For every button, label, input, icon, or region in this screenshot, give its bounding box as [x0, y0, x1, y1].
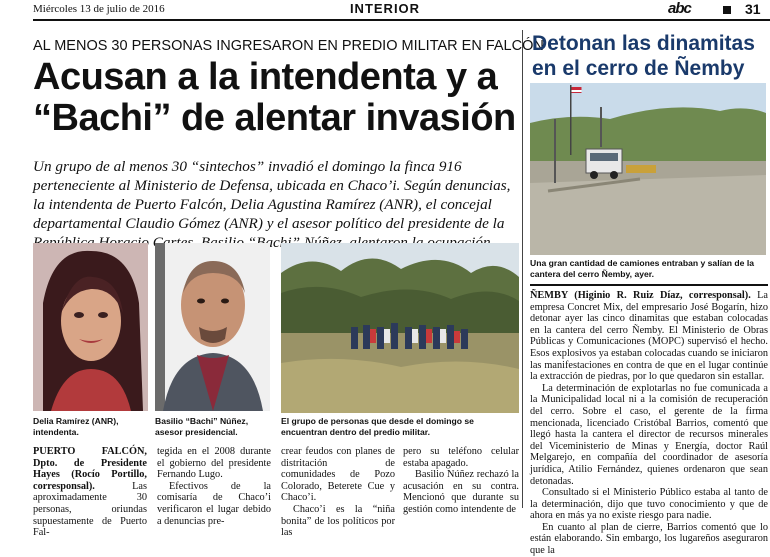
main-headline-line1: Acusan a la intendenta y a	[33, 56, 498, 98]
main-body-column-3	[281, 446, 395, 539]
side-p4: En cuanto al plan de cierre, Barrios comentó que lo están elaborando. Sin embargo, los lugareños aseguraron que la	[530, 521, 768, 557]
main-col3-p2: Chaco’i es la “niña bonita” de los políticos por las	[281, 503, 395, 539]
side-byline: ÑEMBY (Higinio R. Ruiz Díaz, corresponsal).	[530, 290, 751, 301]
portrait-man-icon	[155, 243, 270, 411]
photo-cantera-nemby	[530, 83, 766, 255]
side-headline-line2: en el cerro de Ñemby	[532, 57, 745, 80]
newspaper-logo: abc	[668, 0, 691, 17]
caption-basilio-nunez: Basilio “Bachi” Núñez, asesor presidencial.	[155, 416, 249, 437]
main-col4-p2: Basilio Núñez rechazó la acusación en su contra. Mencionó que durante su gestión como intendente de	[403, 469, 519, 515]
main-byline: PUERTO FALCÓN, Dpto. de Presidente Hayes (Rocío Portillo, corresponsal).	[33, 446, 147, 492]
side-p2: La determinación de explotarlas no fue comunicada a la Municipalidad local ni a la comisión de recuperación del cerro. Sobre el caso, el gerente de la firma mencionada, licenciado Cristóbal Barrios, comentó que llegó hasta la cantera el director de recursos minerales del Viceministerio de Minas y Energía, doctor Raúl Melgarejo, en compañía del coordinador de asesoría jurídica, Atilio Fernández, quienes ordenaron que sean detonadas.	[530, 382, 768, 487]
caption-crowd: El grupo de personas que desde el domingo se encuentran dentro del predio militar.	[281, 416, 474, 437]
main-col1-text: Las aproximadamente 30 personas, oriundas supuestamente de Puerto Fal-	[33, 480, 147, 539]
publication-date: Miércoles 13 de julio de 2016	[33, 3, 165, 15]
side-headline	[532, 31, 768, 81]
portrait-woman-icon	[33, 243, 148, 411]
logo-square-icon	[723, 6, 731, 14]
page-number: 31	[745, 1, 761, 17]
main-lead: Un grupo de al menos 30 “sintechos” invadió el domingo la finca 916 perteneciente al Ministerio de Defensa, ubicada en Chaco’i. Según denuncias, la intendenta de Puerto Falcón, Delia Agustina Ramírez (ANR), el concejal departamental Claudio Gómez (ANR) y el asesor político del presidente de la “Bachi”	[33, 158, 511, 251]
side-p1: La empresa Concret Mix, del empresario José Bogarín, hizo detonar ayer las cinco dinamitas que estaban colocadas en la cantera del cerro Ñemby. El Ministerio de Obras Públicas y Comunicaciones (MOPC) supervisó el hecho. Esos explosivos ya estaban colocadas cuando se iniciaron las manifestaciones en contra de que en el lugar continúe la extracción de piedras, por lo que quedaron sin estallar.	[530, 290, 768, 383]
side-body	[530, 290, 768, 557]
header-rule	[33, 19, 770, 21]
main-col2-p2: Efectivos de la comisaría de Chaco’i verificaron el lugar debido a denuncias pre-	[157, 480, 271, 527]
caption-cantera: Una gran cantidad de camiones entraban y salían de la cantera del cerro Ñemby, ayer.	[530, 258, 754, 279]
main-body-column-1	[33, 446, 147, 539]
crowd-scene-icon	[281, 243, 519, 413]
photo-delia-ramirez	[33, 243, 148, 411]
quarry-truck-scene-icon	[530, 83, 766, 255]
caption-delia-ramirez: Delia Ramírez (ANR), intendenta.	[33, 416, 119, 437]
main-kicker: AL MENOS 30 PERSONAS INGRESARON EN PREDIO MILITAR EN FALCÓN	[33, 38, 544, 54]
main-body-column-4	[403, 446, 519, 516]
main-headline	[33, 57, 523, 139]
main-col2-text: tegida en el 2008 durante el gobierno del presidente Fernando Lugo.	[157, 446, 271, 481]
section-title: INTERIOR	[349, 1, 421, 16]
side-headline-line1: Detonan las dinamitas	[532, 32, 755, 55]
photo-basilio-nunez	[155, 243, 270, 411]
main-col3-text: crear feudos con planes de distritación de comunidades de Pozo Colorado, Beterete Cue y Chaco’i.	[281, 446, 395, 504]
main-body-column-2	[157, 446, 271, 527]
photo-crowd-predio	[281, 243, 519, 413]
side-caption-rule	[530, 284, 768, 286]
main-headline-line2: “Bachi” de alentar invasión	[33, 97, 516, 139]
side-p3: Consultado si el Ministerio Público estaba al tanto de la determinación, dijo que tuvo conocimiento y que de ahora en más ya no existe riesgo para nadie.	[530, 487, 768, 522]
main-col4-text: pero su teléfono celular estaba apagado.	[403, 446, 519, 469]
